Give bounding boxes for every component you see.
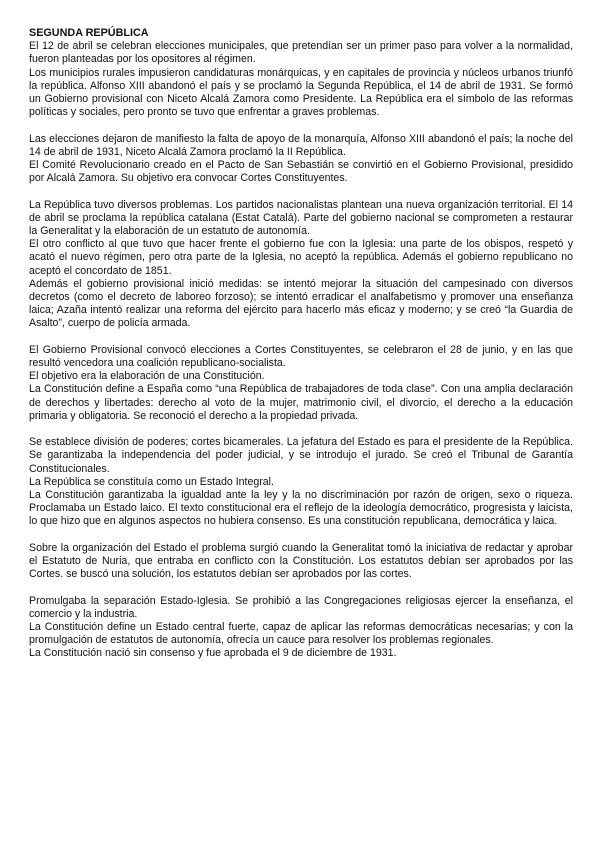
paragraph: Sobre la organización del Estado el problema surgió cuando la Generalitat tomó la iniciativa de redactar y aprobar el Estatuto de Nuria, que entraba en conflicto con la Constitución. Los estatutos debían ser aprobados por las Cortes. se buscó una solución, los estatutos debían ser aprobados por las cortes. bbox=[29, 541, 573, 581]
paragraph: Los municipios rurales impusieron candidaturas monárquicas, y en capitales de provincia y núcleos urbanos triunfó la república. Alfonso XIII abandonó el país y se proclamó la Segunda República, el 14 de abril de 1931. Se formó un Gobierno provisional con Niceto Alcalá Zamora como Presidente. La República era el símbolo de las reformas políticas y sociales, pero pronto se tuvo que enfrentar a graves problemas. bbox=[29, 66, 573, 119]
paragraph: El 12 de abril se celebran elecciones municipales, que pretendían ser un primer paso para volver a la normalidad, fueron planteadas por los opositores al régimen. bbox=[29, 40, 573, 66]
paragraph: Se establece división de poderes; cortes bicamerales. La jefatura del Estado es para el presidente de la República. Se garantizaba la independencia del poder judicial, y se introdujo el jurado. Se creó el Tribunal de Garantía Constitucionales. bbox=[29, 436, 573, 475]
paragraph: La Constitución define un Estado central fuerte, capaz de aplicar las reformas democráticas necesarias; y con la promulgación de estatutos de autonomía, ofrecía un cauce para resolver los problemas regionales. bbox=[29, 621, 573, 647]
paragraph: El objetivo era la elaboración de una Constitución. bbox=[29, 370, 265, 383]
paragraph: Promulgaba la separación Estado-Iglesia. Se prohibió a las Congregaciones religiosas ejercer la enseñanza, el comercio y la industria. bbox=[29, 594, 573, 620]
paragraph: La Constitución garantizaba la igualdad ante la ley y la no discriminación por razón de origen, sexo o riqueza. Proclamaba un Estado laico. El texto constitucional era el reflejo de la ideología democrático, progresista y laicista, lo que hizo que en algunos aspectos no hubiera consenso. Es una constitución republicana, democrática y laica. bbox=[29, 489, 573, 528]
paragraph: Además el gobierno provisional inició medidas: se intentó mejorar la situación del campesinado con diversos decretos (como el decreto de laboreo forzoso); se intentó erradicar el analfabetismo y promover una enseñanza laica; Azaña intentó realizar una reforma del ejército para hacerlo más eficaz y moderno; y se creó “la Guardia de Asalto”, cuerpo de policía armada. bbox=[29, 277, 573, 330]
paragraph: Las elecciones dejaron de manifiesto la falta de apoyo de la monarquía, Alfonso XIII abandonó el país; la noche del 14 de abril de 1931, Niceto Alcalá Zamora proclamó la II República. bbox=[29, 132, 573, 158]
paragraph: La República tuvo diversos problemas. Los partidos nacionalistas plantean una nueva organización territorial. El 14 de abril se proclama la república catalana (Estat Catalá). Parte del gobierno nacional se comprometen a restaurar la Generalitat y la elaboración de un estatuto de autonomía. bbox=[29, 198, 573, 238]
section-4 bbox=[29, 344, 573, 423]
section-7 bbox=[29, 595, 573, 661]
paragraph: La Constitución nació sin consenso y fue aprobada el 9 de diciembre de 1931. bbox=[29, 647, 397, 660]
document-title: SEGUNDA REPÚBLICA bbox=[29, 27, 149, 39]
section-2 bbox=[29, 133, 573, 186]
section-5 bbox=[29, 436, 573, 528]
paragraph: La República se constituía como un Estado Integral. bbox=[29, 475, 274, 488]
section-6 bbox=[29, 542, 573, 582]
section-1 bbox=[29, 40, 573, 119]
paragraph: El Comité Revolucionario creado en el Pacto de San Sebastián se convirtió en el Gobierno Provisional, presidido por Alcalá Zamora. Su objetivo era convocar Cortes Constituyentes. bbox=[29, 159, 573, 185]
paragraph: La Constitución define a España como “una República de trabajadores de toda clase”. Con una amplia declaración de derechos y libertades: derecho al voto de la mujer, matrimonio civil, el divorcio, el derecho a la educación primaria y obligatoria. Se reconoció el derecho a la propiedad privada. bbox=[29, 383, 573, 422]
paragraph: El otro conflicto al que tuvo que hacer frente el gobierno fue con la Iglesia: una parte de los obispos, respetó y acató el nuevo régimen, pero otra parte de la Iglesia, no aceptó la república. Además el gobierno republicano no aceptó el concordato de 1851. bbox=[29, 238, 573, 277]
section-3 bbox=[29, 199, 573, 331]
document-page bbox=[29, 27, 573, 674]
paragraph: El Gobierno Provisional convocó elecciones a Cortes Constituyentes, se celebraron el 28 de junio, y en las que resultó vencedora una coalición republicano-socialista. bbox=[29, 343, 573, 370]
